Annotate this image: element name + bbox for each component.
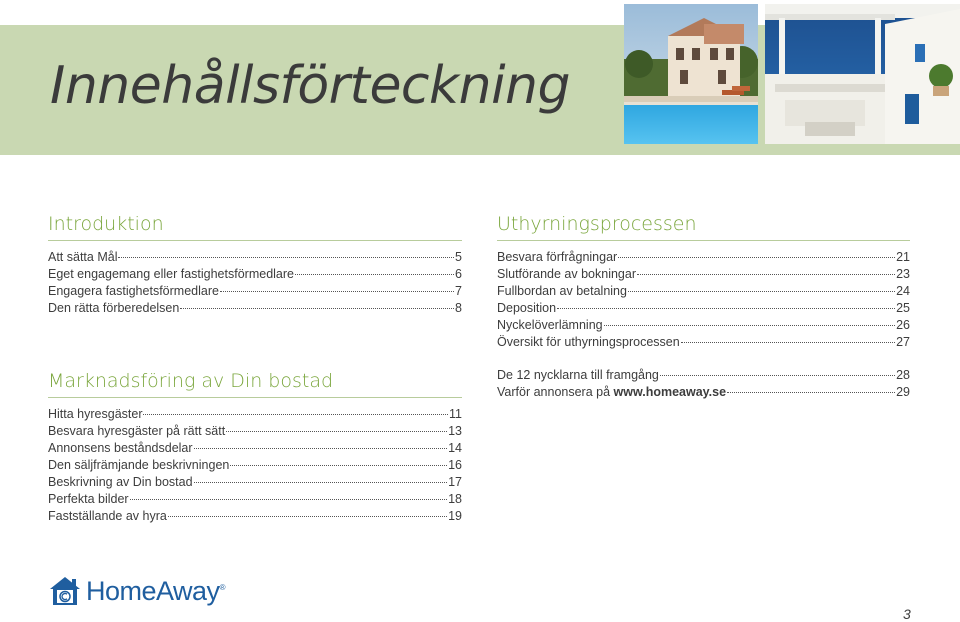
toc-entry-label: Översikt för uthyrningsprocessen xyxy=(497,335,680,349)
toc-entry-page: 25 xyxy=(896,301,910,315)
dot-leader xyxy=(660,375,895,376)
toc-entry-label xyxy=(497,385,726,399)
dot-leader xyxy=(194,482,448,483)
toc-entry[interactable] xyxy=(48,284,462,301)
toc-entry-label: Eget engagemang eller fastighetsförmedlare xyxy=(48,267,294,281)
toc-entry[interactable] xyxy=(48,475,462,492)
section-marknadsforing xyxy=(48,370,462,526)
homeaway-logo xyxy=(48,574,225,608)
toc-entry[interactable] xyxy=(48,250,462,267)
toc-entry[interactable] xyxy=(497,250,910,267)
logo-text: HomeAway xyxy=(86,575,220,606)
toc-entry[interactable] xyxy=(497,284,910,301)
toc-entry[interactable] xyxy=(497,368,910,385)
section-extra xyxy=(497,368,910,402)
toc-entry-label: Slutförande av bokningar xyxy=(497,267,636,281)
toc-entry[interactable] xyxy=(497,318,910,335)
section-heading: Marknadsföring av Din bostad xyxy=(48,370,462,398)
dot-leader xyxy=(194,448,448,449)
toc-entry-label: Hitta hyresgäster xyxy=(48,407,143,421)
toc-entry[interactable] xyxy=(497,335,910,352)
logo-wordmark xyxy=(86,576,225,607)
toc-entry-page: 11 xyxy=(449,407,462,421)
toc-entry-page: 6 xyxy=(455,267,462,281)
toc-entry[interactable] xyxy=(48,424,462,441)
dot-leader xyxy=(220,291,454,292)
toc-entry[interactable] xyxy=(48,267,462,284)
toc-entry-page: 7 xyxy=(455,284,462,298)
homeaway-url-link[interactable]: www.homeaway.se xyxy=(613,385,727,399)
toc-entry[interactable] xyxy=(48,492,462,509)
toc-entry-page: 18 xyxy=(448,492,462,506)
dot-leader xyxy=(557,308,895,309)
toc-entry-page: 19 xyxy=(448,509,462,523)
dot-leader xyxy=(118,257,454,258)
page-number: 3 xyxy=(903,606,911,622)
terrace-sea-photo xyxy=(765,4,960,144)
dot-leader xyxy=(295,274,454,275)
toc-entry-label: Fastställande av hyra xyxy=(48,509,167,523)
toc-entry-label: Besvara förfrågningar xyxy=(497,250,618,264)
villa-pool-photo xyxy=(624,4,758,144)
dot-leader xyxy=(681,342,895,343)
toc-entry-label: Att sätta Mål xyxy=(48,250,118,264)
toc-entry-label: De 12 nycklarna till framgång xyxy=(497,368,659,382)
toc-entry-page: 13 xyxy=(448,424,462,438)
toc-entry-page: 14 xyxy=(448,441,462,455)
toc-entry-page: 28 xyxy=(896,368,910,382)
section-introduktion xyxy=(48,213,462,318)
toc-entry-page: 24 xyxy=(896,284,910,298)
toc-entry-page: 27 xyxy=(896,335,910,349)
logo-registered-mark: ® xyxy=(219,582,225,592)
toc-entry[interactable] xyxy=(48,301,462,318)
dot-leader xyxy=(143,414,448,415)
toc-entry-page: 26 xyxy=(896,318,910,332)
dot-leader xyxy=(604,325,895,326)
toc-entry-label: Engagera fastighetsförmedlare xyxy=(48,284,219,298)
dot-leader xyxy=(727,392,895,393)
toc-entry-label: Perfekta bilder xyxy=(48,492,129,506)
toc-entry-label: Besvara hyresgäster på rätt sätt xyxy=(48,424,226,438)
dot-leader xyxy=(180,308,454,309)
dot-leader xyxy=(130,499,447,500)
toc-entry-label: Den rätta förberedelsen xyxy=(48,301,180,315)
toc-entry-page: 17 xyxy=(448,475,462,489)
toc-entry-label: Deposition xyxy=(497,301,557,315)
dot-leader xyxy=(230,465,447,466)
toc-entry[interactable] xyxy=(48,407,462,424)
toc-entry[interactable] xyxy=(48,509,462,526)
house-logo-icon xyxy=(48,574,82,608)
toc-entry-page: 23 xyxy=(896,267,910,281)
toc-entry[interactable] xyxy=(497,385,910,402)
dot-leader xyxy=(168,516,447,517)
toc-entry-label: Beskrivning av Din bostad xyxy=(48,475,193,489)
dot-leader xyxy=(628,291,895,292)
toc-entry-label-prefix: Varför annonsera på xyxy=(497,385,614,399)
toc-entry[interactable] xyxy=(497,267,910,284)
dot-leader xyxy=(637,274,895,275)
toc-entry-label: Fullbordan av betalning xyxy=(497,284,627,298)
toc-entry[interactable] xyxy=(48,458,462,475)
toc-entry-label: Annonsens beståndsdelar xyxy=(48,441,193,455)
toc-entry-page: 21 xyxy=(896,250,910,264)
toc-entry[interactable] xyxy=(48,441,462,458)
dot-leader xyxy=(618,257,895,258)
section-heading: Uthyrningsprocessen xyxy=(497,213,910,241)
toc-entry-page: 8 xyxy=(455,301,462,315)
section-heading: Introduktion xyxy=(48,213,462,241)
dot-leader xyxy=(226,431,447,432)
toc-entry-label: Den säljfrämjande beskrivningen xyxy=(48,458,230,472)
toc-entry[interactable] xyxy=(497,301,910,318)
section-uthyrningsprocessen xyxy=(497,213,910,352)
page-title: Innehållsförteckning xyxy=(50,56,571,116)
toc-entry-page: 5 xyxy=(455,250,462,264)
toc-entry-label: Nyckelöverlämning xyxy=(497,318,603,332)
toc-entry-page: 16 xyxy=(448,458,462,472)
toc-entry-page: 29 xyxy=(896,385,910,399)
